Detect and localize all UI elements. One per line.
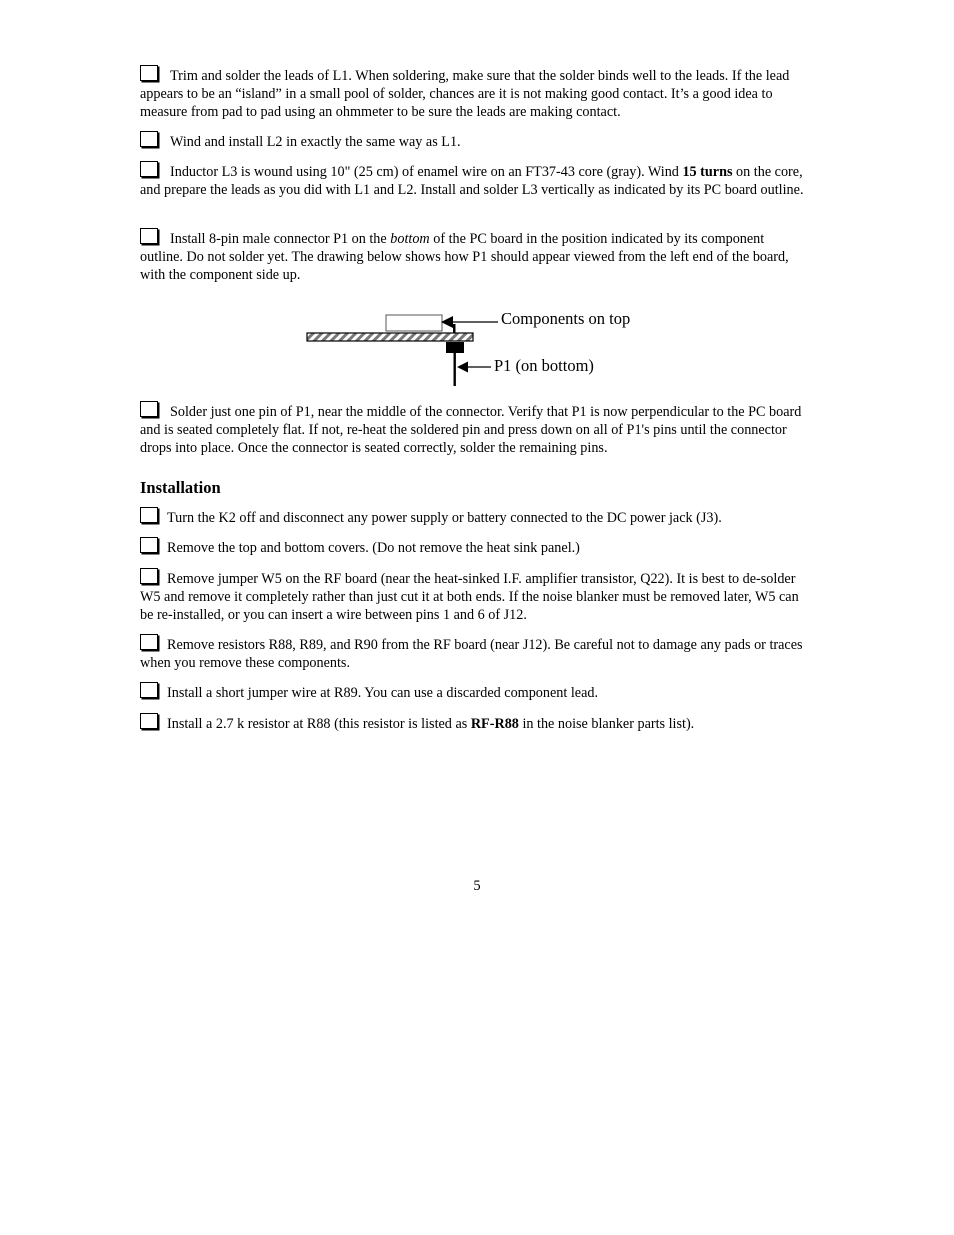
connector-top-pin: [453, 324, 456, 333]
step-install-p1: [140, 228, 805, 284]
section-heading-installation: Installation: [140, 478, 221, 497]
connector-side-view-diagram: [300, 302, 680, 390]
component-outline: [386, 315, 442, 331]
text-run: Trim and solder the leads of L1. When soldering, make sure that the solder binds well to the leads. If the lead appears to be an “island” in a small pool of solder, chances are it is not making good contact. It’s a good idea to measure from pad to pad using an ohmmeter to be sure the leads are making contact.: [140, 68, 790, 120]
step-wind-l2: [140, 131, 805, 152]
step-wind-l3: [140, 161, 805, 200]
checkbox[interactable]: [140, 401, 158, 417]
step-text: [140, 164, 804, 198]
text-run: Install a short jumper wire at R89. You can use a discarded component lead.: [167, 685, 599, 701]
bold-text: 15 turns: [682, 164, 733, 180]
step-text: [167, 685, 598, 701]
text-run: Inductor L3 is wound using 10" (25 cm) of enamel wire on an FT37-43 core (gray). Wind: [170, 164, 683, 180]
step-remove-resistors: [140, 634, 805, 673]
step-remove-covers: [140, 537, 805, 558]
checkbox[interactable]: [140, 537, 158, 553]
step-text: [140, 404, 801, 456]
text-run: Install 8-pin male connector P1 on the: [170, 231, 391, 247]
text-run: Remove jumper W5 on the RF board (near the heat-sinked I.F. amplifier transistor, Q22). It is best to de-solder W5 and remove it completely rather than just cut it at both ends. If the noise blanker must be removed later, W5 can be re-installed, or you can insert a wire between pins 1 and 6 of J12.: [140, 571, 799, 623]
label-components-on-top: Components on top: [501, 309, 631, 328]
step-text: [140, 68, 789, 120]
checkbox[interactable]: [140, 713, 158, 729]
italic-text: bottom: [390, 231, 430, 247]
step-text: [140, 231, 789, 283]
step-text: [170, 134, 461, 150]
step-solder-one-pin: [140, 401, 805, 457]
checkbox[interactable]: [140, 682, 158, 698]
connector-pin: [454, 353, 456, 386]
text-run: Solder just one pin of P1, near the middle of the connector. Verify that P1 is now perpendicular to the PC board and is seated completely flat. If not, re-heat the soldered pin and press down on all of P1's pins until the connector drops into place. Once the connector is seated correctly, solder the remaining pins.: [140, 404, 802, 456]
step-remove-jumper-w5: [140, 568, 805, 624]
step-text: [167, 716, 694, 732]
step-turn-off-k2: [140, 507, 805, 528]
text-run: in the noise blanker parts list).: [518, 716, 695, 732]
step-trim-solder-l1: [140, 65, 805, 121]
text-run: Wind and install L2 in exactly the same way as L1.: [170, 134, 461, 150]
text-run: on the core, and prepare the leads as you did with L1 and L2. Install and solder L3 vertically as indicated by its PC board outline.: [140, 164, 804, 198]
text-run: Turn the K2 off and disconnect any power supply or battery connected to the DC power jack (J3).: [167, 510, 722, 526]
text-run: Install a 2.7 k resistor at R88 (this resistor is listed as: [167, 716, 471, 732]
label-p1-on-bottom: P1 (on bottom): [494, 356, 594, 375]
pc-board: [307, 333, 473, 341]
arrow-head-top: [441, 316, 453, 328]
connector-body: [446, 342, 464, 353]
step-install-jumper-r89: [140, 682, 805, 703]
text-run: Remove resistors R88, R89, and R90 from the RF board (near J12). Be careful not to damage any pads or traces when you remove these components.: [140, 637, 803, 671]
bold-text: RF-R88: [470, 716, 519, 732]
text-run: of the PC board in the position indicated by its component outline. Do not solder yet. The drawing below shows how P1 should appear viewed from the left end of the board, with the component side up.: [140, 231, 789, 283]
step-text: [167, 510, 722, 526]
checkbox[interactable]: [140, 65, 158, 81]
arrow-head-bottom: [457, 362, 468, 373]
checkbox[interactable]: [140, 634, 158, 650]
checkbox[interactable]: [140, 131, 158, 147]
page-number: 5: [473, 878, 481, 894]
checkbox[interactable]: [140, 228, 158, 244]
text-run: Remove the top and bottom covers. (Do not remove the heat sink panel.): [167, 540, 580, 556]
step-text: [140, 571, 799, 623]
checkbox[interactable]: [140, 568, 158, 584]
step-install-resistor-r88: [140, 713, 805, 734]
checkbox[interactable]: [140, 161, 158, 177]
step-text: [167, 540, 580, 556]
step-text: [140, 637, 803, 671]
checkbox[interactable]: [140, 507, 158, 523]
